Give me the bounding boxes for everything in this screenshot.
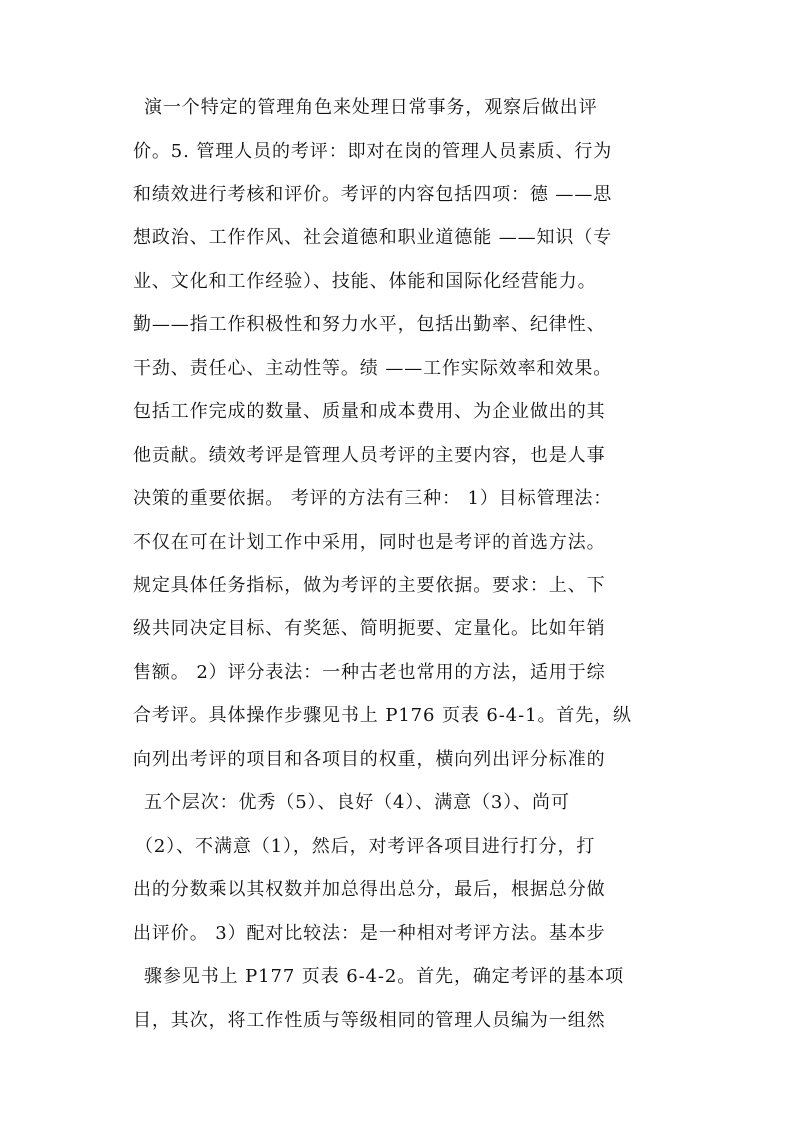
- text-line-7: 干劲、责任心、主动性等。绩 ——工作实际效率和效果。: [133, 358, 613, 379]
- text-line-1: 演一个特定的管理角色来处理日常事务，观察后做出评: [144, 97, 598, 118]
- text-line-10: 决策的重要依据。 考评的方法有三种： 1）目标管理法：: [133, 488, 613, 509]
- text-line-4: 想政治、工作作风、社会道德和职业道德能 ——知识（专: [133, 227, 613, 248]
- text-line-9: 他贡献。绩效考评是管理人员考评的主要内容，也是人事: [133, 445, 606, 466]
- text-line-13: 级共同决定目标、有奖惩、简明扼要、定量化。比如年销: [133, 618, 606, 639]
- text-line-15: 合考评。具体操作步骤见书上 P176 页表 6-4-1。首先，纵: [133, 705, 632, 726]
- text-line-12: 规定具体任务指标，做为考评的主要依据。要求：上、下: [133, 575, 606, 596]
- text-line-3: 和绩效进行考核和评价。考评的内容包括四项：德 ——思: [133, 184, 613, 205]
- text-line-18: （2）、不满意（1），然后，对考评各项目进行打分，打: [135, 836, 596, 857]
- text-line-2: 价。5. 管理人员的考评：即对在岗的管理人员素质、行为: [133, 141, 613, 162]
- text-line-16: 向列出考评的项目和各项目的权重，横向列出评分标准的: [133, 749, 606, 770]
- text-line-5: 业、文化和工作经验）、技能、体能和国际化经营能力。: [133, 271, 597, 292]
- text-line-6: 勤——指工作积极性和努力水平，包括出勤率、纪律性、: [133, 314, 606, 335]
- text-line-19: 出的分数乘以其权数并加总得出总分，最后，根据总分做: [133, 879, 606, 900]
- text-line-8: 包括工作完成的数量、质量和成本费用、为企业做出的其: [133, 401, 606, 422]
- text-line-17: 五个层次：优秀（5）、良好（4）、满意（3）、尚可: [144, 792, 570, 813]
- text-line-21: 骤参见书上 P177 页表 6-4-2。首先，确定考评的基本项: [144, 966, 625, 987]
- text-line-14: 售额。 2）评分表法：一种古老也常用的方法，适用于综: [133, 662, 606, 683]
- text-line-22: 目，其次，将工作性质与等级相同的管理人员编为一组然: [133, 1010, 606, 1031]
- text-line-11: 不仅在可在计划工作中采用，同时也是考评的首选方法。: [133, 532, 606, 553]
- text-line-20: 出评价。 3）配对比较法：是一种相对考评方法。基本步: [133, 923, 606, 944]
